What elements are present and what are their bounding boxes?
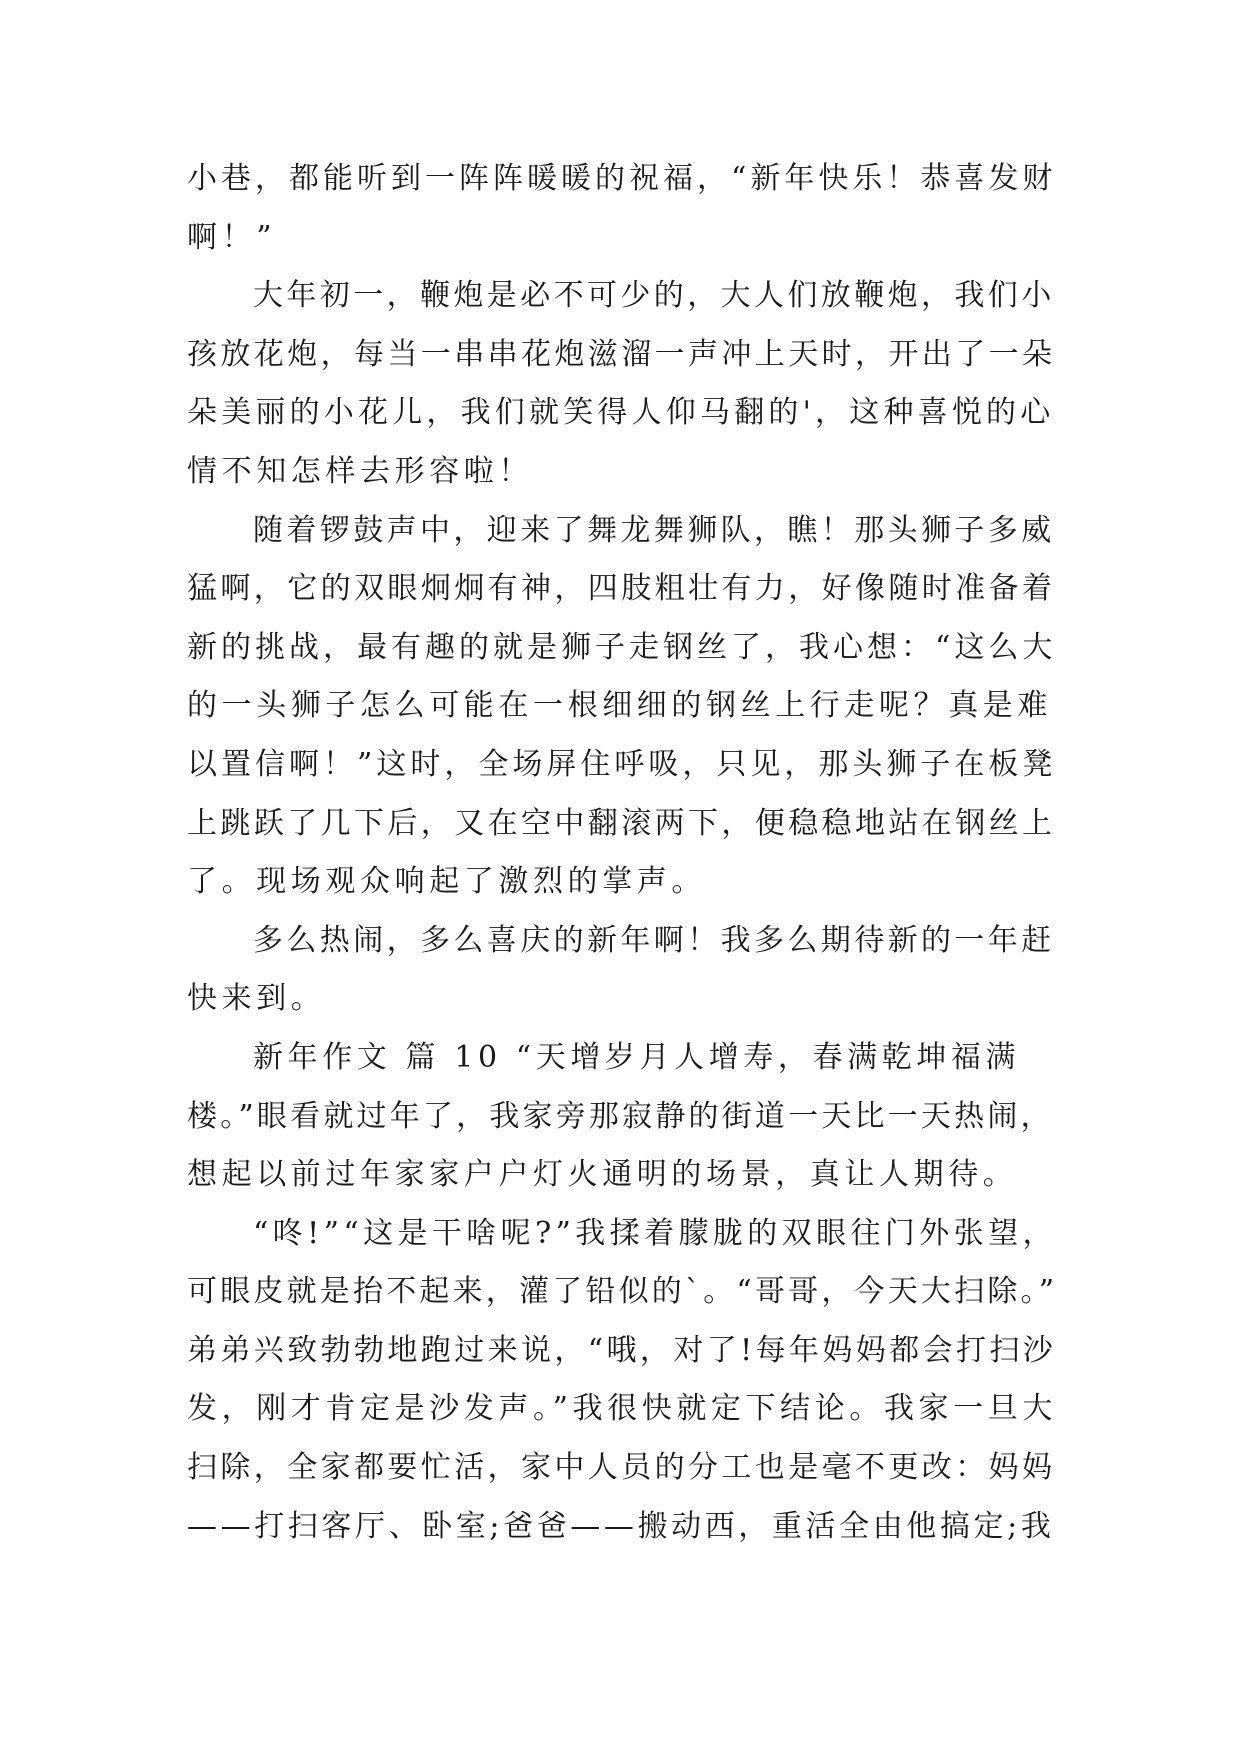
- text-line: 朵美丽的小花儿，我们就笑得人仰马翻的'，这种喜悦的心: [187, 395, 1055, 431]
- document-body: [187, 150, 1057, 1556]
- text-line: 快来到。: [187, 981, 326, 1017]
- text-line: 扫除，全家都要忙活，家中人员的分工也是毫不更改：妈妈: [187, 1450, 1056, 1486]
- text-line: 新的挑战，最有趣的就是狮子走钢丝了，我心想：“这么大: [187, 629, 1057, 665]
- text-line: 情不知怎样去形容啦！: [187, 453, 533, 489]
- text-line: 可眼皮就是抬不起来，灌了铅似的`。“哥哥，今天大扫除。”: [187, 1274, 1058, 1310]
- text-line: 新年作文 篇 10 “天增岁月人增寿，春满乾坤福满: [253, 1039, 1021, 1075]
- text-line: 想起以前过年家家户户灯火通明的场景，真让人期待。: [187, 1157, 1018, 1193]
- text-line: 啊！”: [187, 219, 277, 255]
- text-line: 的一头狮子怎么可能在一根细细的钢丝上行走呢？真是难: [187, 688, 1052, 724]
- text-line: 上跳跃了几下后，又在空中翻滚两下，便稳稳地站在钢丝上: [187, 805, 1056, 841]
- text-line: 以置信啊！”这时，全场屏住呼吸，只见，那头狮子在板凳: [187, 746, 1057, 782]
- text-line: 猛啊，它的双眼炯炯有神，四肢粗壮有力，好像随时准备着: [187, 571, 1056, 607]
- text-line: 随着锣鼓声中，迎来了舞龙舞狮队，瞧！那头狮子多威: [253, 512, 1055, 548]
- text-line: 弟弟兴致勃勃地跑过来说，“哦，对了!每年妈妈都会打扫沙: [187, 1332, 1057, 1368]
- text-line: 孩放花炮，每当一串串花炮滋溜一声冲上天时，开出了一朵: [187, 336, 1056, 372]
- text-line: ——打扫客厅、卧室;爸爸——搬动西，重活全由他搞定;我: [187, 1508, 1055, 1544]
- text-line: “咚!”“这是干啥呢?”我揉着朦胧的双眼往门外张望，: [253, 1215, 1057, 1251]
- text-line: 多么热闹，多么喜庆的新年啊！我多么期待新的一年赶: [253, 922, 1055, 958]
- text-line: 发，刚才肯定是沙发声。”我很快就定下结论。我家一旦大: [187, 1391, 1057, 1427]
- text-line: 楼。”眼看就过年了，我家旁那寂静的街道一天比一天热闹，: [187, 1098, 1054, 1134]
- text-line: 了。现场观众响起了激烈的掌声。: [187, 864, 706, 900]
- text-line: 大年初一，鞭炮是必不可少的，大人们放鞭炮，我们小: [253, 278, 1055, 314]
- text-line: 小巷，都能听到一阵阵暖暖的祝福，“新年快乐！恭喜发财: [187, 161, 1057, 196]
